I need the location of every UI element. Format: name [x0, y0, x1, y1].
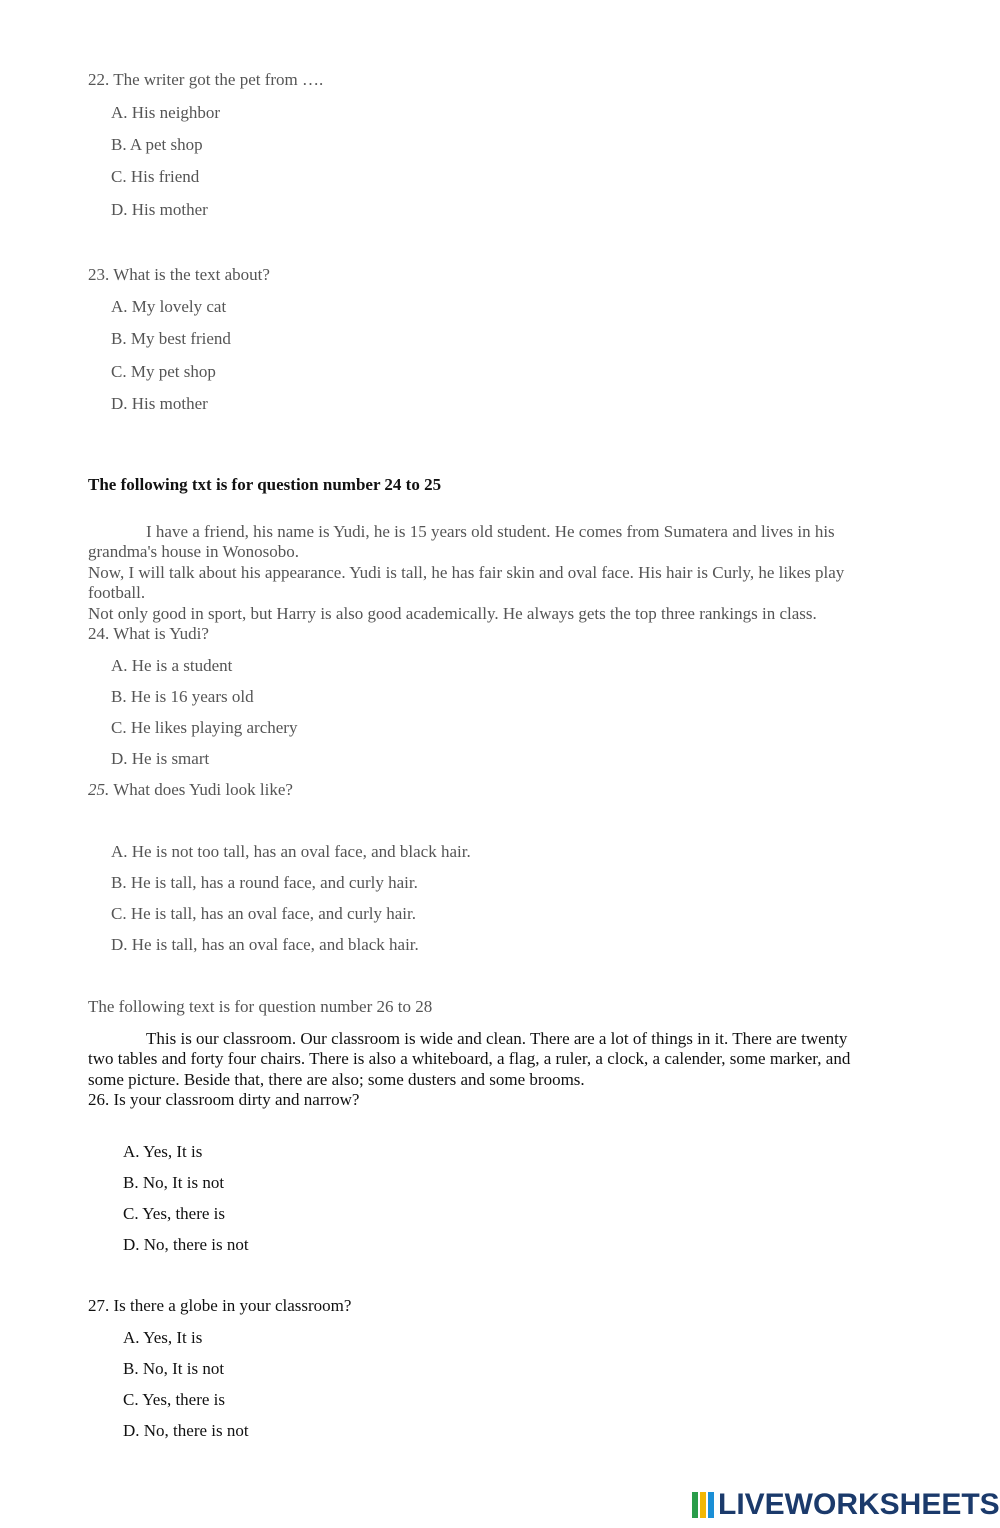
q27-option-c[interactable]: C. Yes, there is	[123, 1390, 226, 1409]
question-27: 27. Is there a globe in your classroom?	[88, 1296, 352, 1315]
passage-classroom-line-2: two tables and forty four chairs. There is also a whiteboard, a flag, a ruler, a clock, a calender, some marker, and	[88, 1049, 851, 1068]
question-25-number: 25.	[88, 780, 110, 799]
q26-option-d[interactable]: D. No, there is not	[123, 1235, 249, 1254]
q26-option-b[interactable]: B. No, It is not	[123, 1173, 225, 1192]
passage-yudi-line-5: Not only good in sport, but Harry is also good academically. He always gets the top three rankings in class.	[88, 604, 817, 623]
q22-option-d[interactable]: D. His mother	[111, 200, 208, 219]
question-24: 24. What is Yudi?	[88, 624, 209, 643]
q25-option-d[interactable]: D. He is tall, has an oval face, and black hair.	[111, 935, 419, 954]
q24-option-b[interactable]: B. He is 16 years old	[111, 687, 254, 706]
passage-classroom-line-1: This is our classroom. Our classroom is wide and clean. There are a lot of things in it. There are twenty	[146, 1029, 848, 1048]
q24-option-d[interactable]: D. He is smart	[111, 749, 210, 768]
q25-option-a[interactable]: A. He is not too tall, has an oval face, and black hair.	[111, 842, 471, 861]
section-heading-26-28: The following text is for question number 26 to 28	[88, 997, 433, 1016]
q23-option-c[interactable]: C. My pet shop	[111, 362, 216, 381]
liveworksheets-logo-icon	[692, 1492, 714, 1518]
question-23: 23. What is the text about?	[88, 265, 270, 284]
section-heading-24-25: The following txt is for question number 24 to 25	[88, 475, 442, 494]
question-25	[88, 780, 293, 800]
q24-option-a[interactable]: A. He is a student	[111, 656, 233, 675]
q25-option-b[interactable]: B. He is tall, has a round face, and curly hair.	[111, 873, 418, 892]
q27-option-b[interactable]: B. No, It is not	[123, 1359, 225, 1378]
passage-classroom-line-3: some picture. Beside that, there are also; some dusters and some brooms.	[88, 1070, 585, 1089]
passage-yudi-line-4: football.	[88, 583, 146, 602]
passage-yudi-line-3: Now, I will talk about his appearance. Yudi is tall, he has fair skin and oval face. His hair is Curly, he likes play	[88, 563, 845, 582]
passage-yudi-line-1: I have a friend, his name is Yudi, he is 15 years old student. He comes from Sumatera and lives in his	[146, 522, 835, 541]
q23-option-b[interactable]: B. My best friend	[111, 329, 231, 348]
q22-option-b[interactable]: B. A pet shop	[111, 135, 203, 154]
q26-option-a[interactable]: A. Yes, It is	[123, 1142, 203, 1161]
liveworksheets-logo	[692, 1488, 1000, 1522]
passage-yudi-line-2: grandma's house in Wonosobo.	[88, 542, 300, 561]
question-26: 26. Is your classroom dirty and narrow?	[88, 1090, 360, 1109]
q27-option-a[interactable]: A. Yes, It is	[123, 1328, 203, 1347]
q23-option-d[interactable]: D. His mother	[111, 394, 208, 413]
liveworksheets-logo-text: LIVEWORKSHEETS	[718, 1488, 1000, 1521]
q23-option-a[interactable]: A. My lovely cat	[111, 297, 227, 316]
question-25-text: What does Yudi look like?	[109, 780, 293, 799]
q22-option-a[interactable]: A. His neighbor	[111, 103, 221, 122]
question-22: 22. The writer got the pet from ….	[88, 70, 324, 89]
q22-option-c[interactable]: C. His friend	[111, 167, 200, 186]
q27-option-d[interactable]: D. No, there is not	[123, 1421, 249, 1440]
q26-option-c[interactable]: C. Yes, there is	[123, 1204, 226, 1223]
q24-option-c[interactable]: C. He likes playing archery	[111, 718, 298, 737]
q25-option-c[interactable]: C. He is tall, has an oval face, and curly hair.	[111, 904, 416, 923]
